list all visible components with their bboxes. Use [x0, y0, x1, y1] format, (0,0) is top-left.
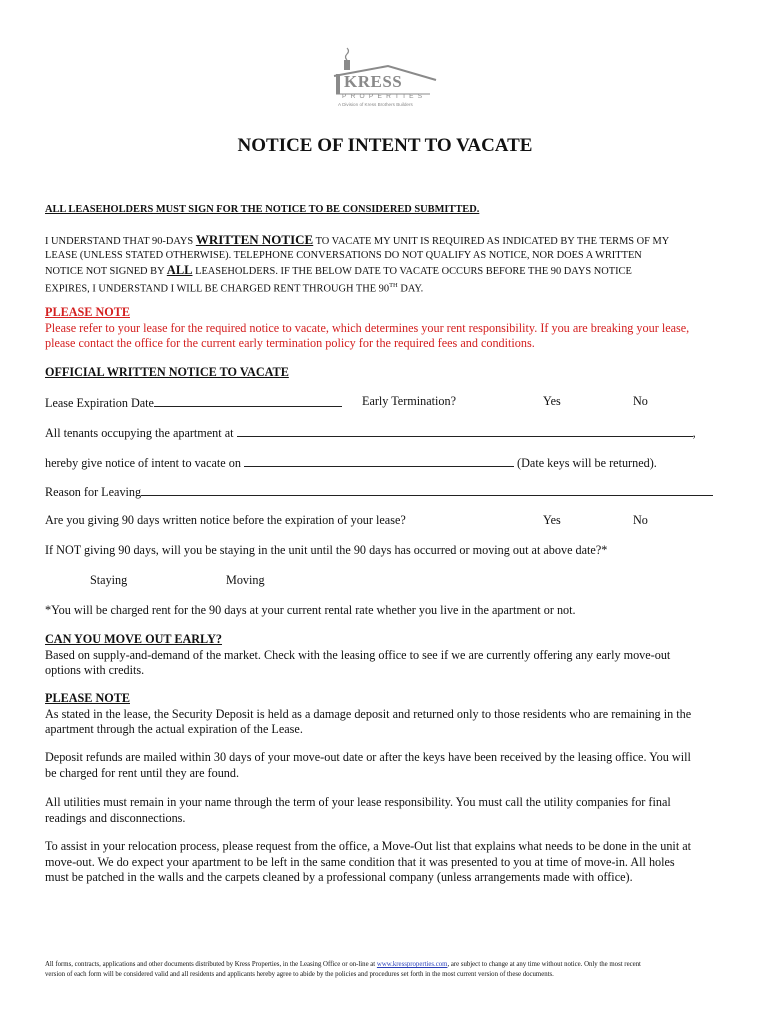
superscript: TH [389, 282, 398, 289]
ninety-days-question: Are you giving 90 days written notice before the expiration of your lease? [45, 513, 406, 527]
vacate-date-row [45, 454, 657, 472]
security-deposit-line: As stated in the lease, the Security Deposit is held as a damage deposit and returned only to those residents who are remaining in the [45, 706, 692, 721]
relocation-line: To assist in your relocation process, please request from the office, a Move-Out list that explains what needs to be done in the unit at [45, 839, 692, 853]
deposit-refunds-paragraph [45, 750, 745, 781]
moving-option[interactable]: Moving [226, 573, 265, 587]
reason-row [45, 483, 713, 501]
website-link[interactable]: www.kressproperties.com [376, 961, 448, 968]
tenants-row [45, 424, 696, 442]
move-out-early-line: options with credits. [45, 663, 145, 677]
relocation-paragraph [45, 839, 745, 886]
footer-line-1 [45, 960, 745, 970]
early-termination-yes[interactable]: Yes [543, 394, 561, 408]
footer-disclaimer [45, 960, 745, 979]
utilities-line: readings and disconnections. [45, 810, 186, 825]
security-deposit-section [45, 691, 745, 738]
footer-line-2: version of each form will be considered valid and all residents and applicants hereby agree to abide by the policies and procedures set forth in the most current version of these documents. [45, 970, 554, 978]
note-line: please contact the office for the current early termination policy for the required fees and conditions. [45, 336, 535, 350]
intro-text: NOTICE NOT SIGNED BY [45, 266, 167, 277]
refunds-line: be charged for rent until they are found. [45, 765, 240, 780]
logo-sub: PROPERTIES [342, 93, 427, 100]
note-rent-responsibility [45, 305, 745, 352]
vacate-date-field[interactable] [244, 454, 514, 467]
rent-footnote: *You will be charged rent for the 90 days at your current rental rate whether you live in the apartment or not. [45, 603, 576, 617]
relocation-line: move-out. We do expect your apartment to be left in the same condition that it was presented to you at time of move-in. All holes [45, 854, 675, 869]
lease-expiration-row [45, 394, 342, 412]
official-notice-heading: OFFICIAL WRITTEN NOTICE TO VACATE [45, 365, 289, 379]
ninety-days-no[interactable]: No [633, 513, 648, 527]
intro-line-2: LEASE (UNLESS STATED OTHERWISE). TELEPHONE CONVERSATIONS DO NOT QUALIFY AS NOTICE, NOR DOES A WRITTEN [45, 250, 642, 261]
intro-line-3 [45, 263, 735, 279]
staying-option[interactable]: Staying [90, 573, 128, 587]
apartment-address-field[interactable] [237, 424, 693, 437]
written-notice-emphasis: WRITTEN NOTICE [195, 232, 314, 247]
footer-text: All forms, contracts, applications and other documents distributed by Kress Properties, in the Leasing Office or on-line at [45, 961, 377, 968]
utilities-line: All utilities must remain in your name through the term of your lease responsibility. You must call the utility companies for final [45, 795, 671, 809]
security-deposit-heading: PLEASE NOTE [45, 691, 130, 705]
logo-tagline: A Division of Kress Brothers Builders [338, 102, 413, 107]
move-out-early-section [45, 632, 745, 679]
page-title: NOTICE OF INTENT TO VACATE [237, 135, 533, 156]
note-heading: PLEASE NOTE [45, 305, 130, 319]
footer-text: , are subject to change at any time without notice. Only the most recent [447, 961, 641, 968]
intro-line-1 [45, 233, 735, 249]
utilities-paragraph [45, 795, 745, 826]
if-not-question: If NOT giving 90 days, will you be staying in the unit until the 90 days has occurred or moving out at above date?* [45, 543, 608, 557]
reason-label: Reason for Leaving [45, 485, 142, 499]
relocation-line: must be patched in the walls and the carpets cleaned by a professional company (unless arrangements made with office). [45, 870, 633, 884]
intro-text: I UNDERSTAND THAT 90-DAYS [45, 236, 196, 247]
intro-text: EXPIRES, I UNDERSTAND I WILL BE CHARGED RENT THROUGH THE 90 [45, 283, 390, 295]
intro-text: DAY. [397, 283, 424, 295]
logo-brand: KRESS [344, 72, 403, 91]
intro-text: LEASEHOLDERS. IF THE BELOW DATE TO VACATE OCCURS BEFORE THE 90 DAYS NOTICE [192, 266, 632, 277]
note-line: Please refer to your lease for the required notice to vacate, which determines your rent responsibility. If you are breaking your lease, [45, 320, 690, 335]
move-out-early-heading: CAN YOU MOVE OUT EARLY? [45, 632, 222, 646]
intro-line-4 [45, 279, 735, 296]
keys-note: (Date keys will be returned). [517, 456, 657, 470]
lease-expiration-field[interactable] [154, 394, 342, 407]
intro-text: TO VACATE MY UNIT IS REQUIRED AS INDICATED BY THE TERMS OF MY [313, 236, 670, 247]
comma: , [692, 426, 696, 440]
all-emphasis: ALL [166, 263, 193, 277]
must-sign-notice: ALL LEASEHOLDERS MUST SIGN FOR THE NOTICE TO BE CONSIDERED SUBMITTED. [45, 204, 480, 215]
tenants-label: All tenants occupying the apartment at [45, 426, 234, 440]
intro-paragraph [45, 233, 735, 296]
security-deposit-line: apartment through the actual expiration of the Lease. [45, 722, 303, 736]
vacate-date-label: hereby give notice of intent to vacate on [45, 456, 241, 470]
lease-expiration-label: Lease Expiration Date [45, 396, 154, 410]
early-termination-no[interactable]: No [633, 394, 648, 408]
reason-field[interactable] [141, 483, 713, 496]
kress-logo [330, 46, 440, 108]
refunds-line: Deposit refunds are mailed within 30 days of your move-out date or after the keys have been received by the leasing office. You will [45, 750, 691, 764]
ninety-days-yes[interactable]: Yes [543, 513, 561, 527]
early-termination-label: Early Termination? [362, 394, 457, 408]
move-out-early-line: Based on supply-and-demand of the market. Check with the leasing office to see if we are currently offering any early move-out [45, 647, 671, 662]
